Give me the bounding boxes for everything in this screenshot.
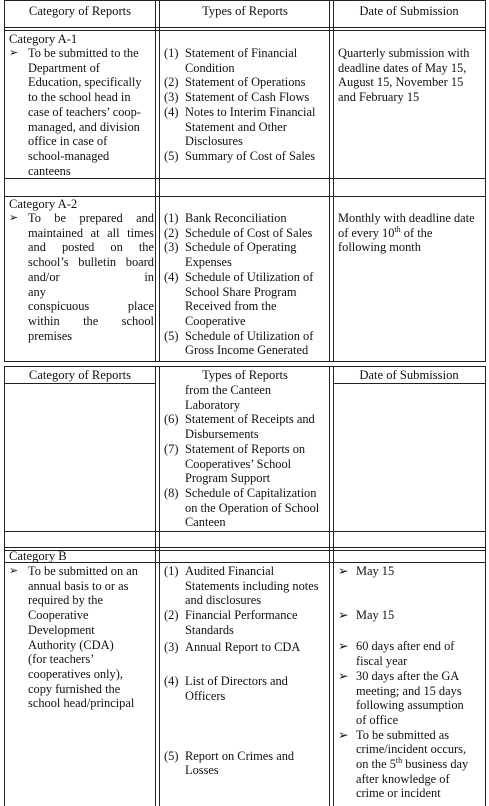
item-text: Statement of Cash Flows [185, 90, 310, 105]
desc-line: to the school head in [28, 90, 131, 105]
item-number: (2) [164, 75, 179, 90]
date-item [338, 669, 486, 728]
item-text: Received from the [185, 299, 277, 314]
report-item [164, 211, 330, 226]
header-types: Types of Reports [202, 4, 288, 18]
desc-line: To be submitted on an [28, 564, 138, 578]
item-text: Canteen [185, 515, 226, 530]
date-line: following month [338, 240, 421, 255]
desc-line: school head/principal [28, 696, 135, 711]
header-types: Types of Reports [202, 368, 288, 382]
desc-line: within the school [28, 313, 154, 328]
desc-line: premises [28, 328, 73, 343]
report-item [164, 149, 330, 164]
item-text: Officers [185, 688, 226, 703]
desc-line: case of teachers’ coop- [28, 104, 141, 119]
category-a1-date [338, 46, 486, 105]
desc-line: Authority (CDA) [28, 637, 114, 652]
item-text: Statement of Financial [185, 46, 298, 60]
date-line: and February 15 [338, 90, 420, 105]
date-item [338, 639, 486, 668]
desc-line: school’s bulletin board [28, 255, 154, 270]
date-text-part: on the 5 [356, 757, 396, 772]
report-item [164, 226, 330, 241]
item-text: Disbursements [185, 427, 259, 442]
category-a2-report-list [164, 211, 330, 358]
item-text: Report on Crimes and [185, 748, 295, 763]
date-text: following assumption [356, 698, 464, 713]
item-text: Schedule of Cost of Sales [185, 225, 313, 240]
report-item [164, 105, 330, 149]
date-text: fiscal year [356, 654, 408, 669]
item-number: (4) [164, 104, 179, 119]
date-text: 30 days after the GA [356, 668, 460, 683]
item-text: from the Canteen [185, 383, 272, 397]
desc-line: and posted on the [28, 240, 154, 255]
desc-line: and/or in any [28, 269, 154, 299]
desc-line: Cooperative [28, 608, 89, 623]
date-item [338, 564, 486, 579]
category-a2-label: Category A-2 [9, 197, 78, 211]
desc-line: conspicuous place [28, 299, 154, 314]
desc-line: copy furnished the [28, 681, 121, 696]
date-line: deadline dates of May 15, [338, 60, 467, 75]
arrow-bullet-icon: ➢ [9, 565, 19, 577]
item-text: Statements including notes [185, 578, 319, 593]
header-category: Category of Reports [28, 368, 132, 382]
item-text: Laboratory [185, 397, 241, 412]
item-number: (4) [164, 269, 179, 284]
arrow-bullet-icon: ➢ [9, 47, 19, 59]
desc-line: required by the [28, 593, 104, 608]
item-text: Statement of Receipts and [185, 412, 315, 427]
category-a1-description [28, 46, 154, 178]
arrow-bullet-icon: ➢ [338, 668, 349, 683]
date-line [338, 226, 486, 241]
report-item [164, 674, 330, 703]
item-text: Schedule of Utilization of [185, 328, 314, 343]
item-text: Expenses [185, 255, 232, 270]
item-text: Program Support [185, 471, 271, 486]
report-item [164, 749, 330, 778]
category-b-dates [338, 564, 486, 801]
report-item [164, 564, 330, 608]
item-number: (3) [164, 240, 179, 255]
date-line: August 15, November 15 [338, 75, 464, 90]
category-a1-label: Category A-1 [9, 32, 78, 46]
date-line: Monthly with deadline date [338, 211, 475, 225]
item-text: and disclosures [185, 593, 262, 608]
header-date: Date of Submission [359, 368, 459, 382]
date-item [338, 728, 486, 802]
date-text: after knowledge of [356, 771, 450, 786]
date-text: crime or incident [356, 786, 441, 801]
item-text: Statement and Other [185, 119, 287, 134]
report-item [164, 90, 330, 105]
date-text [356, 757, 468, 772]
item-number: (8) [164, 485, 179, 500]
date-text: meeting; and 15 days [356, 683, 462, 698]
item-number: (6) [164, 412, 179, 427]
item-text: Statement of Reports on [185, 441, 306, 456]
continued-item [164, 383, 330, 412]
item-number: (2) [164, 608, 179, 623]
date-text: To be submitted as [356, 727, 450, 742]
date-text: of office [356, 712, 399, 727]
item-text: Bank Reconciliation [185, 211, 287, 225]
report-item [164, 412, 330, 441]
report-item [164, 608, 330, 637]
report-item [164, 442, 330, 486]
category-b-description [28, 564, 154, 711]
header-category: Category of Reports [28, 4, 132, 18]
item-text: Cooperative [185, 313, 246, 328]
item-number: (5) [164, 748, 179, 763]
category-a2-date [338, 211, 486, 255]
date-text: May 15 [356, 564, 395, 578]
date-text: of the [400, 225, 433, 240]
date-text: May 15 [356, 607, 395, 622]
desc-line: school-managed [28, 148, 110, 163]
report-item [164, 240, 330, 269]
report-item [164, 270, 330, 329]
item-text: Condition [185, 60, 235, 75]
desc-line: Education, specifically [28, 75, 142, 90]
arrow-bullet-icon: ➢ [338, 727, 349, 742]
arrow-bullet-icon: ➢ [338, 607, 349, 622]
item-text: Standards [185, 622, 234, 637]
item-number: (2) [164, 225, 179, 240]
desc-line: (for teachers’ [28, 652, 95, 667]
item-text: Notes to Interim Financial [185, 104, 316, 119]
arrow-bullet-icon: ➢ [338, 639, 349, 654]
item-text: Schedule of Operating [185, 240, 297, 255]
date-text: crime/incident occurs, [356, 742, 467, 757]
arrow-bullet-icon: ➢ [9, 212, 19, 224]
item-number: (3) [164, 90, 179, 105]
report-table-part-2 [4, 366, 486, 806]
date-text: of every 10 [338, 225, 395, 240]
header-date: Date of Submission [359, 4, 459, 18]
desc-line: Department of [28, 60, 100, 75]
item-text: Annual Report to CDA [185, 639, 301, 654]
item-text: on the Operation of School [185, 500, 320, 515]
item-number: (1) [164, 211, 179, 225]
report-item [164, 640, 330, 655]
date-text: 60 days after end of [356, 639, 455, 654]
item-number: (1) [164, 564, 179, 578]
item-number: (1) [164, 46, 179, 60]
category-a2-description [28, 211, 154, 343]
item-number: (3) [164, 639, 179, 654]
item-number: (7) [164, 441, 179, 456]
desc-line: office in case of [28, 134, 108, 149]
desc-line: cooperatives only), [28, 666, 123, 681]
date-superscript: th [395, 755, 403, 765]
item-text: Schedule of Capitalization [185, 485, 317, 500]
item-text: Disclosures [185, 134, 243, 149]
item-text: Statement of Operations [185, 75, 306, 90]
item-number: (5) [164, 328, 179, 343]
date-item [338, 608, 486, 623]
item-text: Summary of Cost of Sales [185, 148, 316, 163]
report-item [164, 486, 330, 530]
item-number: (4) [164, 674, 179, 689]
item-text: Schedule of Utilization of [185, 269, 314, 284]
date-text-part: business day [402, 757, 469, 772]
category-b-label: Category B [9, 549, 67, 563]
date-superscript: th [394, 224, 401, 234]
item-text: Losses [185, 763, 219, 778]
item-text: List of Directors and [185, 674, 288, 689]
desc-line: Development [28, 622, 95, 637]
report-item [164, 75, 330, 90]
desc-line: annual basis to or as [28, 578, 129, 593]
arrow-bullet-icon: ➢ [338, 564, 349, 578]
item-text: School Share Program [185, 284, 297, 299]
report-item [164, 46, 330, 75]
desc-line: canteens [28, 163, 71, 178]
date-line: Quarterly submission with [338, 46, 470, 60]
item-text: Gross Income Generated [185, 343, 309, 358]
desc-line: maintained at all times [28, 225, 154, 240]
item-text: Financial Performance [185, 608, 298, 623]
item-text: Cooperatives’ School [185, 456, 292, 471]
continued-report-list [164, 383, 330, 530]
category-a1-report-list [164, 46, 330, 164]
item-number: (5) [164, 148, 179, 163]
report-table-part-1 [4, 0, 486, 362]
desc-line: managed, and division [28, 119, 140, 134]
item-text: Audited Financial [185, 564, 275, 578]
desc-line: To be submitted to the [28, 46, 139, 60]
category-b-report-list [164, 564, 330, 778]
report-item [164, 329, 330, 358]
desc-line: To be prepared and [28, 211, 154, 225]
